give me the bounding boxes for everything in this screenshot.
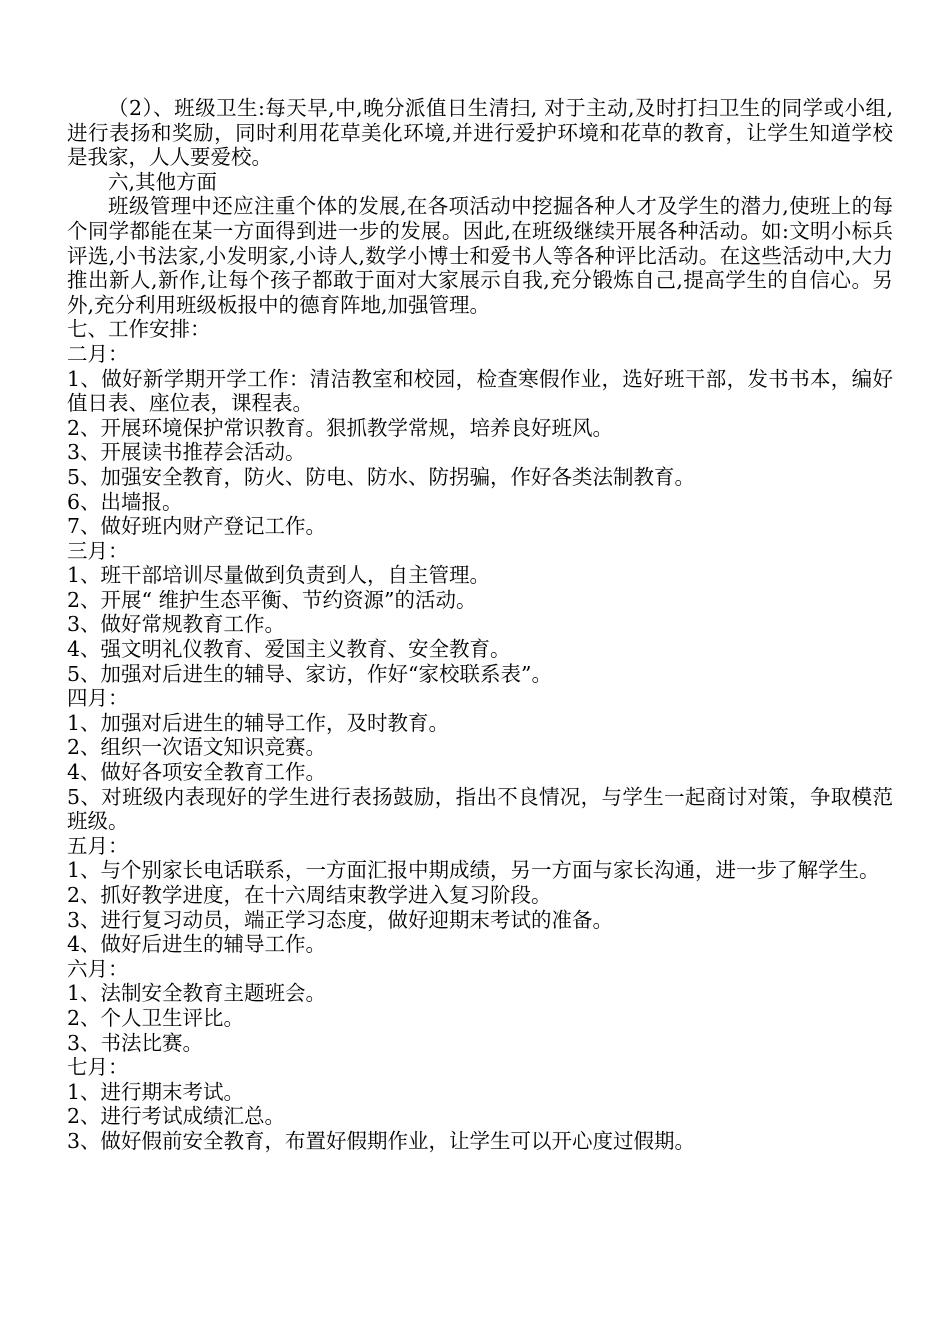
list-item: 7、做好班内财产登记工作。 (67, 514, 327, 539)
month-label: 六月： (67, 956, 129, 981)
month-block-april (67, 686, 893, 834)
list-item: 2、抓好教学进度，在十六周结束教学进入复习阶段。 (67, 883, 552, 907)
list-item: 5、加强安全教育，防火、防电、防水、防拐骗，作好各类法制教育。 (67, 464, 696, 489)
list-item: 4、做好各项安全教育工作。 (67, 760, 327, 785)
list-item: 4、强文明礼仪教育、爱国主义教育、安全教育。 (67, 637, 511, 662)
paragraph-hygiene: （2）、班级卫生:每天早,中,晚分派值日生清扫, 对于主动,及时打扫卫生的同学或小组,进行表扬和奖励，同时利用花草美化环境,并进行爱护环境和花草的教育，让学生知道学校是我家，人人要爱校。 (67, 96, 893, 170)
month-label: 二月： (67, 341, 129, 366)
list-item: 1、加强对后进生的辅导工作，及时教育。 (67, 710, 450, 735)
list-item: 4、做好后进生的辅导工作。 (67, 932, 327, 957)
document-page (67, 96, 893, 1154)
list-item: 3、做好假前安全教育，布置好假期作业，让学生可以开心度过假期。 (67, 1128, 696, 1153)
list-item: 5、对班级内表现好的学生进行表扬鼓励，指出不良情况，与学生一起商讨对策，争取模范班级。 (67, 784, 893, 834)
list-item: 1、班干部培训尽量做到负责到人，自主管理。 (67, 563, 491, 588)
list-item: 1、进行期末考试。 (67, 1079, 245, 1104)
month-block-june (67, 957, 893, 1055)
list-item: 1、法制安全教育主题班会。 (67, 981, 327, 1006)
month-block-february (67, 342, 893, 539)
paragraph-other-aspects: 班级管理中还应注重个体的发展,在各项活动中挖掘各种人才及学生的潜力,使班上的每个同学都能在某一方面得到进一步的发展。因此,在班级继续开展各种活动。如:文明小标兵评选,小书法家,小发明家,小诗人,数学小博士和爱书人等各种评比活动。在这些活动中,大力推出新人,新作,让每个孩子都敢于面对大家展示自我,充分锻炼自己,提高学生的自信心。另外,充分利用班级板报中的德育阵地,加强管理。 (67, 194, 893, 317)
list-item: 3、进行复习动员，端正学习态度，做好迎期末考试的准备。 (67, 907, 614, 932)
list-item: 5、加强对后进生的辅导、家访，作好“家校联系表”。 (67, 661, 553, 686)
list-item: 3、开展读书推荐会活动。 (67, 440, 306, 465)
month-label: 三月： (67, 538, 129, 563)
list-item: 2、个人卫生评比。 (67, 1005, 245, 1030)
month-block-july (67, 1055, 893, 1153)
heading-other-aspects: 六,其他方面 (108, 169, 218, 194)
list-item: 3、书法比赛。 (67, 1030, 204, 1055)
list-item: 3、做好常规教育工作。 (67, 612, 286, 637)
month-block-march (67, 539, 893, 687)
month-label: 七月： (67, 1055, 129, 1080)
list-item: 2、开展“ 维护生态平衡、节约资源”的活动。 (67, 587, 477, 612)
list-item: 2、进行考试成绩汇总。 (67, 1104, 286, 1129)
heading-work-schedule: 七、工作安排： (67, 317, 211, 342)
month-block-may (67, 834, 893, 957)
month-label: 四月： (67, 686, 129, 711)
list-item: 1、与个别家长电话联系，一方面汇报中期成绩，另一方面与家长沟通，进一步了解学生。 (67, 858, 880, 883)
list-item: 6、出墙报。 (67, 489, 183, 514)
month-label: 五月： (67, 833, 129, 858)
list-item: 2、开展环境保护常识教育。狠抓教学常规，培养良好班风。 (67, 415, 614, 440)
list-item: 1、做好新学期开学工作：清洁教室和校园，检查寒假作业，选好班干部，发书书本，编好值日表、座位表，课程表。 (67, 366, 893, 416)
list-item: 2、组织一次语文知识竞赛。 (67, 735, 327, 760)
